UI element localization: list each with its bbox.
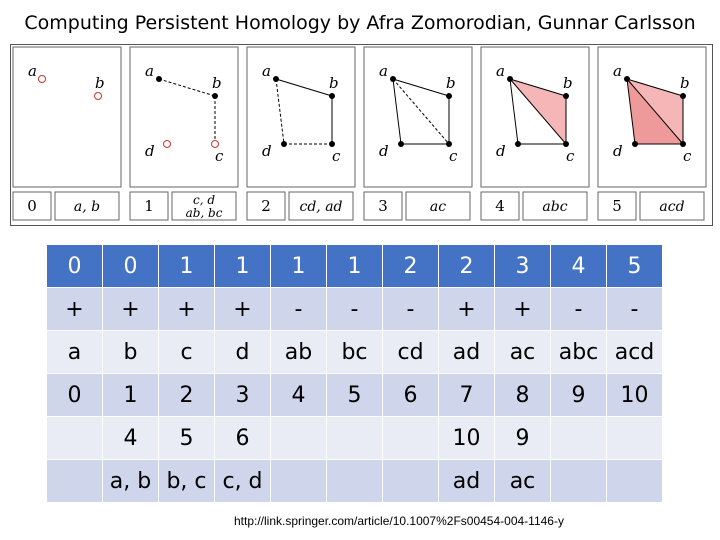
panel-simplices: acd xyxy=(659,199,685,215)
vertex-b xyxy=(212,93,218,99)
pair-index-row xyxy=(47,417,663,460)
panel-simplices: c, d xyxy=(192,193,216,207)
vertex-b xyxy=(563,93,569,99)
table-cell: 4 xyxy=(103,417,159,460)
vertex-label-a: a xyxy=(496,62,505,80)
vertex-d xyxy=(632,141,638,147)
vertex-d xyxy=(281,141,287,147)
panel-time: 5 xyxy=(612,197,622,215)
vertex-d xyxy=(515,141,521,147)
source-url: http://link.springer.com/article/10.1007%2Fs00454-004-1146-y xyxy=(234,514,564,528)
table-cell: 10 xyxy=(439,417,495,460)
table-cell: cd xyxy=(383,331,439,374)
vertex-label-a: a xyxy=(379,62,388,80)
panel-simplices: cd, ad xyxy=(299,199,343,215)
table-cell: ad xyxy=(439,460,495,503)
table-cell xyxy=(383,417,439,460)
table-cell: c xyxy=(159,331,215,374)
vertex-label-c: c xyxy=(449,147,458,165)
page-title: Computing Persistent Homology by Afra Zomorodian, Gunnar Carlsson xyxy=(24,12,696,34)
vertex-b xyxy=(95,93,102,100)
table-cell: 7 xyxy=(439,374,495,417)
filtration-panel-0 xyxy=(13,47,121,220)
table-cell: b xyxy=(103,331,159,374)
table-cell: ac xyxy=(495,331,551,374)
table-cell xyxy=(383,460,439,503)
panel-simplices: abc xyxy=(542,199,568,215)
vertex-b xyxy=(329,93,335,99)
table-cell xyxy=(607,417,663,460)
vertex-a xyxy=(624,76,630,82)
vertex-a xyxy=(39,76,46,83)
table-cell: 2 xyxy=(159,374,215,417)
table-cell: 6 xyxy=(383,374,439,417)
table-cell: 4 xyxy=(271,374,327,417)
table-cell xyxy=(551,460,607,503)
vertex-label-d: d xyxy=(262,142,272,160)
vertex-d xyxy=(164,141,171,148)
table-cell: ac xyxy=(495,460,551,503)
sign-row xyxy=(47,288,663,331)
vertex-label-b: b xyxy=(212,74,222,92)
filtration-panel-2 xyxy=(247,47,355,220)
table-cell: 2 xyxy=(439,245,495,288)
vertex-a xyxy=(273,76,279,82)
vertex-label-d: d xyxy=(145,142,155,160)
table-cell: 1 xyxy=(103,374,159,417)
table-cell: - xyxy=(271,288,327,331)
vertex-label-b: b xyxy=(680,74,690,92)
table-cell: 8 xyxy=(495,374,551,417)
table-cell xyxy=(271,460,327,503)
table-cell: + xyxy=(159,288,215,331)
vertex-label-c: c xyxy=(332,147,341,165)
time-row xyxy=(47,245,663,288)
table-cell: - xyxy=(551,288,607,331)
table-cell: 5 xyxy=(327,374,383,417)
table-cell: abc xyxy=(551,331,607,374)
table-cell: 1 xyxy=(159,245,215,288)
simplex-table xyxy=(46,244,663,503)
table-cell: + xyxy=(495,288,551,331)
table-cell: - xyxy=(327,288,383,331)
table-cell xyxy=(551,417,607,460)
table-cell: ad xyxy=(439,331,495,374)
table-cell: a xyxy=(47,331,103,374)
vertex-label-a: a xyxy=(613,62,622,80)
table-cell: 1 xyxy=(327,245,383,288)
table-cell: 1 xyxy=(215,245,271,288)
simplex-row xyxy=(47,331,663,374)
panel-time: 2 xyxy=(261,197,271,215)
vertex-label-a: a xyxy=(145,62,154,80)
vertex-d xyxy=(398,141,404,147)
pair-simplex-row xyxy=(47,460,663,503)
table-cell xyxy=(271,417,327,460)
vertex-label-a: a xyxy=(262,62,271,80)
panel-simplices-second-line: ab, bc xyxy=(185,206,223,220)
table-cell: 2 xyxy=(383,245,439,288)
table-cell xyxy=(47,417,103,460)
table-cell: a, b xyxy=(103,460,159,503)
simplex-table-body xyxy=(47,245,663,503)
vertex-label-c: c xyxy=(683,147,692,165)
index-row xyxy=(47,374,663,417)
table-cell: - xyxy=(383,288,439,331)
vertex-b xyxy=(446,93,452,99)
table-cell: 5 xyxy=(607,245,663,288)
panel-simplices: ac xyxy=(429,199,447,215)
filtration-panel-4 xyxy=(481,47,589,220)
filtration-panel-5 xyxy=(598,47,706,220)
table-cell: 4 xyxy=(551,245,607,288)
table-cell: 0 xyxy=(47,374,103,417)
panel-simplices: a, b xyxy=(73,199,101,215)
vertex-label-b: b xyxy=(563,74,573,92)
filtration-panel-3 xyxy=(364,47,472,220)
vertex-label-c: c xyxy=(566,147,575,165)
table-cell: 10 xyxy=(607,374,663,417)
table-cell: 0 xyxy=(103,245,159,288)
table-cell: + xyxy=(439,288,495,331)
panel-time: 1 xyxy=(144,197,154,215)
vertex-label-b: b xyxy=(329,74,339,92)
table-cell xyxy=(327,460,383,503)
table-cell: + xyxy=(103,288,159,331)
table-cell xyxy=(607,460,663,503)
table-cell: b, c xyxy=(159,460,215,503)
panel-time: 4 xyxy=(495,197,505,215)
vertex-label-d: d xyxy=(496,142,506,160)
vertex-a xyxy=(390,76,396,82)
table-cell: 9 xyxy=(551,374,607,417)
table-cell: acd xyxy=(607,331,663,374)
table-cell: 6 xyxy=(215,417,271,460)
filtration-panel-1 xyxy=(130,47,238,220)
table-cell: 1 xyxy=(271,245,327,288)
table-cell: + xyxy=(215,288,271,331)
table-cell: 3 xyxy=(495,245,551,288)
vertex-label-d: d xyxy=(379,142,389,160)
panel-time: 0 xyxy=(27,197,37,215)
vertex-label-b: b xyxy=(95,74,105,92)
filtration-diagram xyxy=(10,44,713,226)
table-cell: 5 xyxy=(159,417,215,460)
panel-time: 3 xyxy=(378,197,388,215)
table-cell: 0 xyxy=(47,245,103,288)
table-cell: bc xyxy=(327,331,383,374)
vertex-label-d: d xyxy=(613,142,623,160)
table-cell: - xyxy=(607,288,663,331)
vertex-a xyxy=(156,76,162,82)
vertex-label-b: b xyxy=(446,74,456,92)
table-cell: d xyxy=(215,331,271,374)
table-cell xyxy=(327,417,383,460)
table-cell xyxy=(47,460,103,503)
table-cell: c, d xyxy=(215,460,271,503)
vertex-label-a: a xyxy=(28,62,37,80)
table-cell: 3 xyxy=(215,374,271,417)
vertex-a xyxy=(507,76,513,82)
table-cell: 9 xyxy=(495,417,551,460)
vertex-label-c: c xyxy=(215,147,224,165)
table-cell: ab xyxy=(271,331,327,374)
vertex-b xyxy=(680,93,686,99)
table-cell: + xyxy=(47,288,103,331)
